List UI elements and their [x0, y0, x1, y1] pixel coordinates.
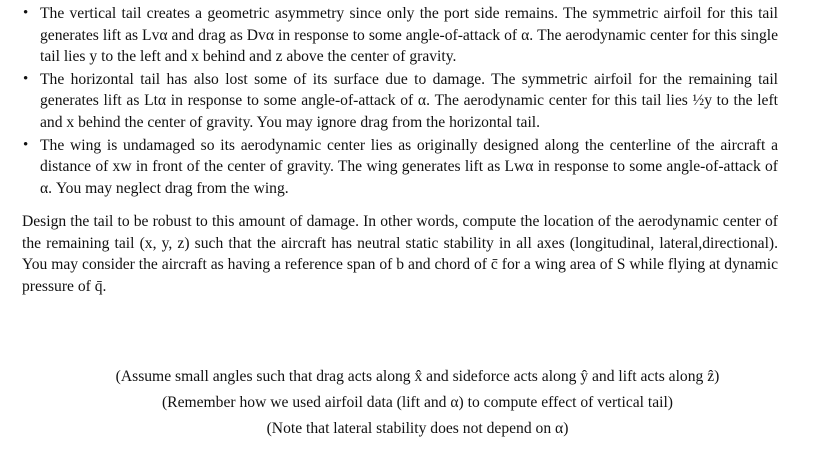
note-small-angles: (Assume small angles such that drag acts along x̂ and sideforce acts along ŷ and lift acts along ẑ) [115, 368, 720, 385]
bullet-marker: • [23, 70, 29, 87]
design-task-paragraph: Design the tail to be robust to this amount of damage. In other words, compute the location of the aerodynamic center of the remaining tail (x, y, z) such that the aircraft has neutral static stability in all axes (longitudinal, lateral,directional). You may consider the aircraft as having a reference span of b and chord of c̄ for a wing area of S while flying at dynamic pressure of q̄. [22, 213, 778, 295]
list-item-wing [23, 135, 778, 200]
vertical-tail-text: The vertical tail creates a geometric asymmetry since only the port side remains. The symmetric airfoil for this tail generates lift as Lvα and drag as Dvα in response to some angle-of-attack of α. The aerodynamic center for this single tail lies y to the left and x behind and z above the center of gravity. [40, 5, 778, 66]
horizontal-tail-text: The horizontal tail has also lost some of its surface due to damage. The symmetric airfoil for the remaining tail generates lift as Ltα in response to some angle-of-attack of α. The aerodynamic center for this tail lies ½y to the left and x behind the center of gravity. You may ignore drag from the horizontal tail. [40, 70, 778, 131]
wing-text: The wing is undamaged so its aerodynamic center lies as originally designed along the centerline of the aircraft a distance of xw in front of the center of gravity. The wing generates lift as Lwα in response to some angle-of-attack of α. You may neglect drag from the wing. [40, 136, 778, 197]
note-lateral-stability: (Note that lateral stability does not depend on α) [266, 420, 569, 437]
list-item-horizontal-tail [23, 69, 778, 134]
bullet-marker: • [23, 5, 29, 21]
assumption-notes [0, 366, 835, 444]
bullet-marker: • [23, 136, 29, 153]
assumption-list [23, 3, 778, 199]
list-item-vertical-tail [23, 3, 778, 68]
note-airfoil-data: (Remember how we used airfoil data (lift and α) to compute effect of vertical tail) [161, 394, 673, 411]
